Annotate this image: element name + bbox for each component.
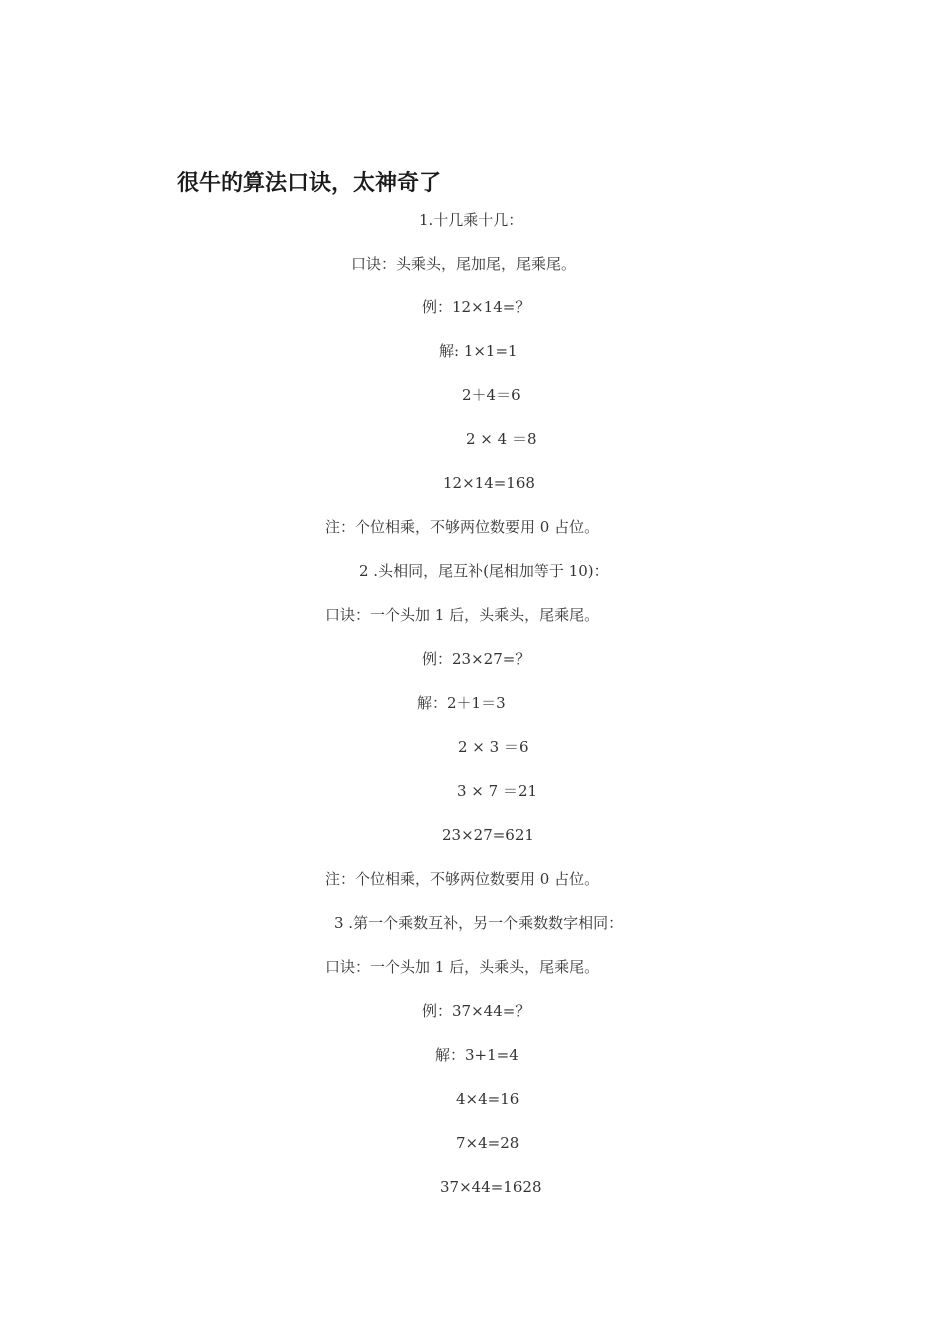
section-2-solution-step: 解：2＋1＝3 bbox=[417, 694, 506, 712]
section-1-rhyme: 口诀：头乘头，尾加尾，尾乘尾。 bbox=[351, 255, 577, 273]
section-1-solution-step: 2 × 4 ＝8 bbox=[466, 430, 537, 448]
section-3-solution-step: 解：3+1=4 bbox=[435, 1046, 519, 1064]
section-1-example: 例：12×14=？ bbox=[422, 298, 531, 316]
section-1-heading: 1.十几乘十几： bbox=[419, 211, 524, 229]
section-3-example: 例：37×44=？ bbox=[422, 1002, 531, 1020]
section-2-result: 23×27=621 bbox=[442, 826, 534, 844]
section-3-rhyme: 口诀：一个头加 1 后，头乘头，尾乘尾。 bbox=[325, 958, 600, 976]
section-3-solution-step: 7×4=28 bbox=[456, 1134, 520, 1152]
section-3-result: 37×44=1628 bbox=[440, 1178, 542, 1196]
section-2-note: 注：个位相乘，不够两位数要用 0 占位。 bbox=[325, 870, 600, 888]
section-2-heading: 2 .头相同，尾互补(尾相加等于 10)： bbox=[359, 562, 609, 580]
section-3-heading: 3 .第一个乘数互补，另一个乘数数字相同： bbox=[334, 914, 624, 932]
section-2-rhyme: 口诀：一个头加 1 后，头乘头，尾乘尾。 bbox=[325, 606, 600, 624]
section-1-solution-step: 2＋4＝6 bbox=[462, 386, 521, 404]
document-title: 很牛的算法口诀，太神奇了 bbox=[177, 171, 442, 196]
section-2-solution-step: 2 × 3 ＝6 bbox=[458, 738, 529, 756]
section-1-result: 12×14=168 bbox=[443, 474, 535, 492]
section-1-solution-step: 解: 1×1=1 bbox=[439, 342, 518, 360]
section-1-note: 注：个位相乘，不够两位数要用 0 占位。 bbox=[325, 518, 600, 536]
section-3-solution-step: 4×4=16 bbox=[456, 1090, 520, 1108]
section-2-example: 例：23×27=？ bbox=[422, 650, 531, 668]
section-2-solution-step: 3 × 7 ＝21 bbox=[457, 782, 538, 800]
